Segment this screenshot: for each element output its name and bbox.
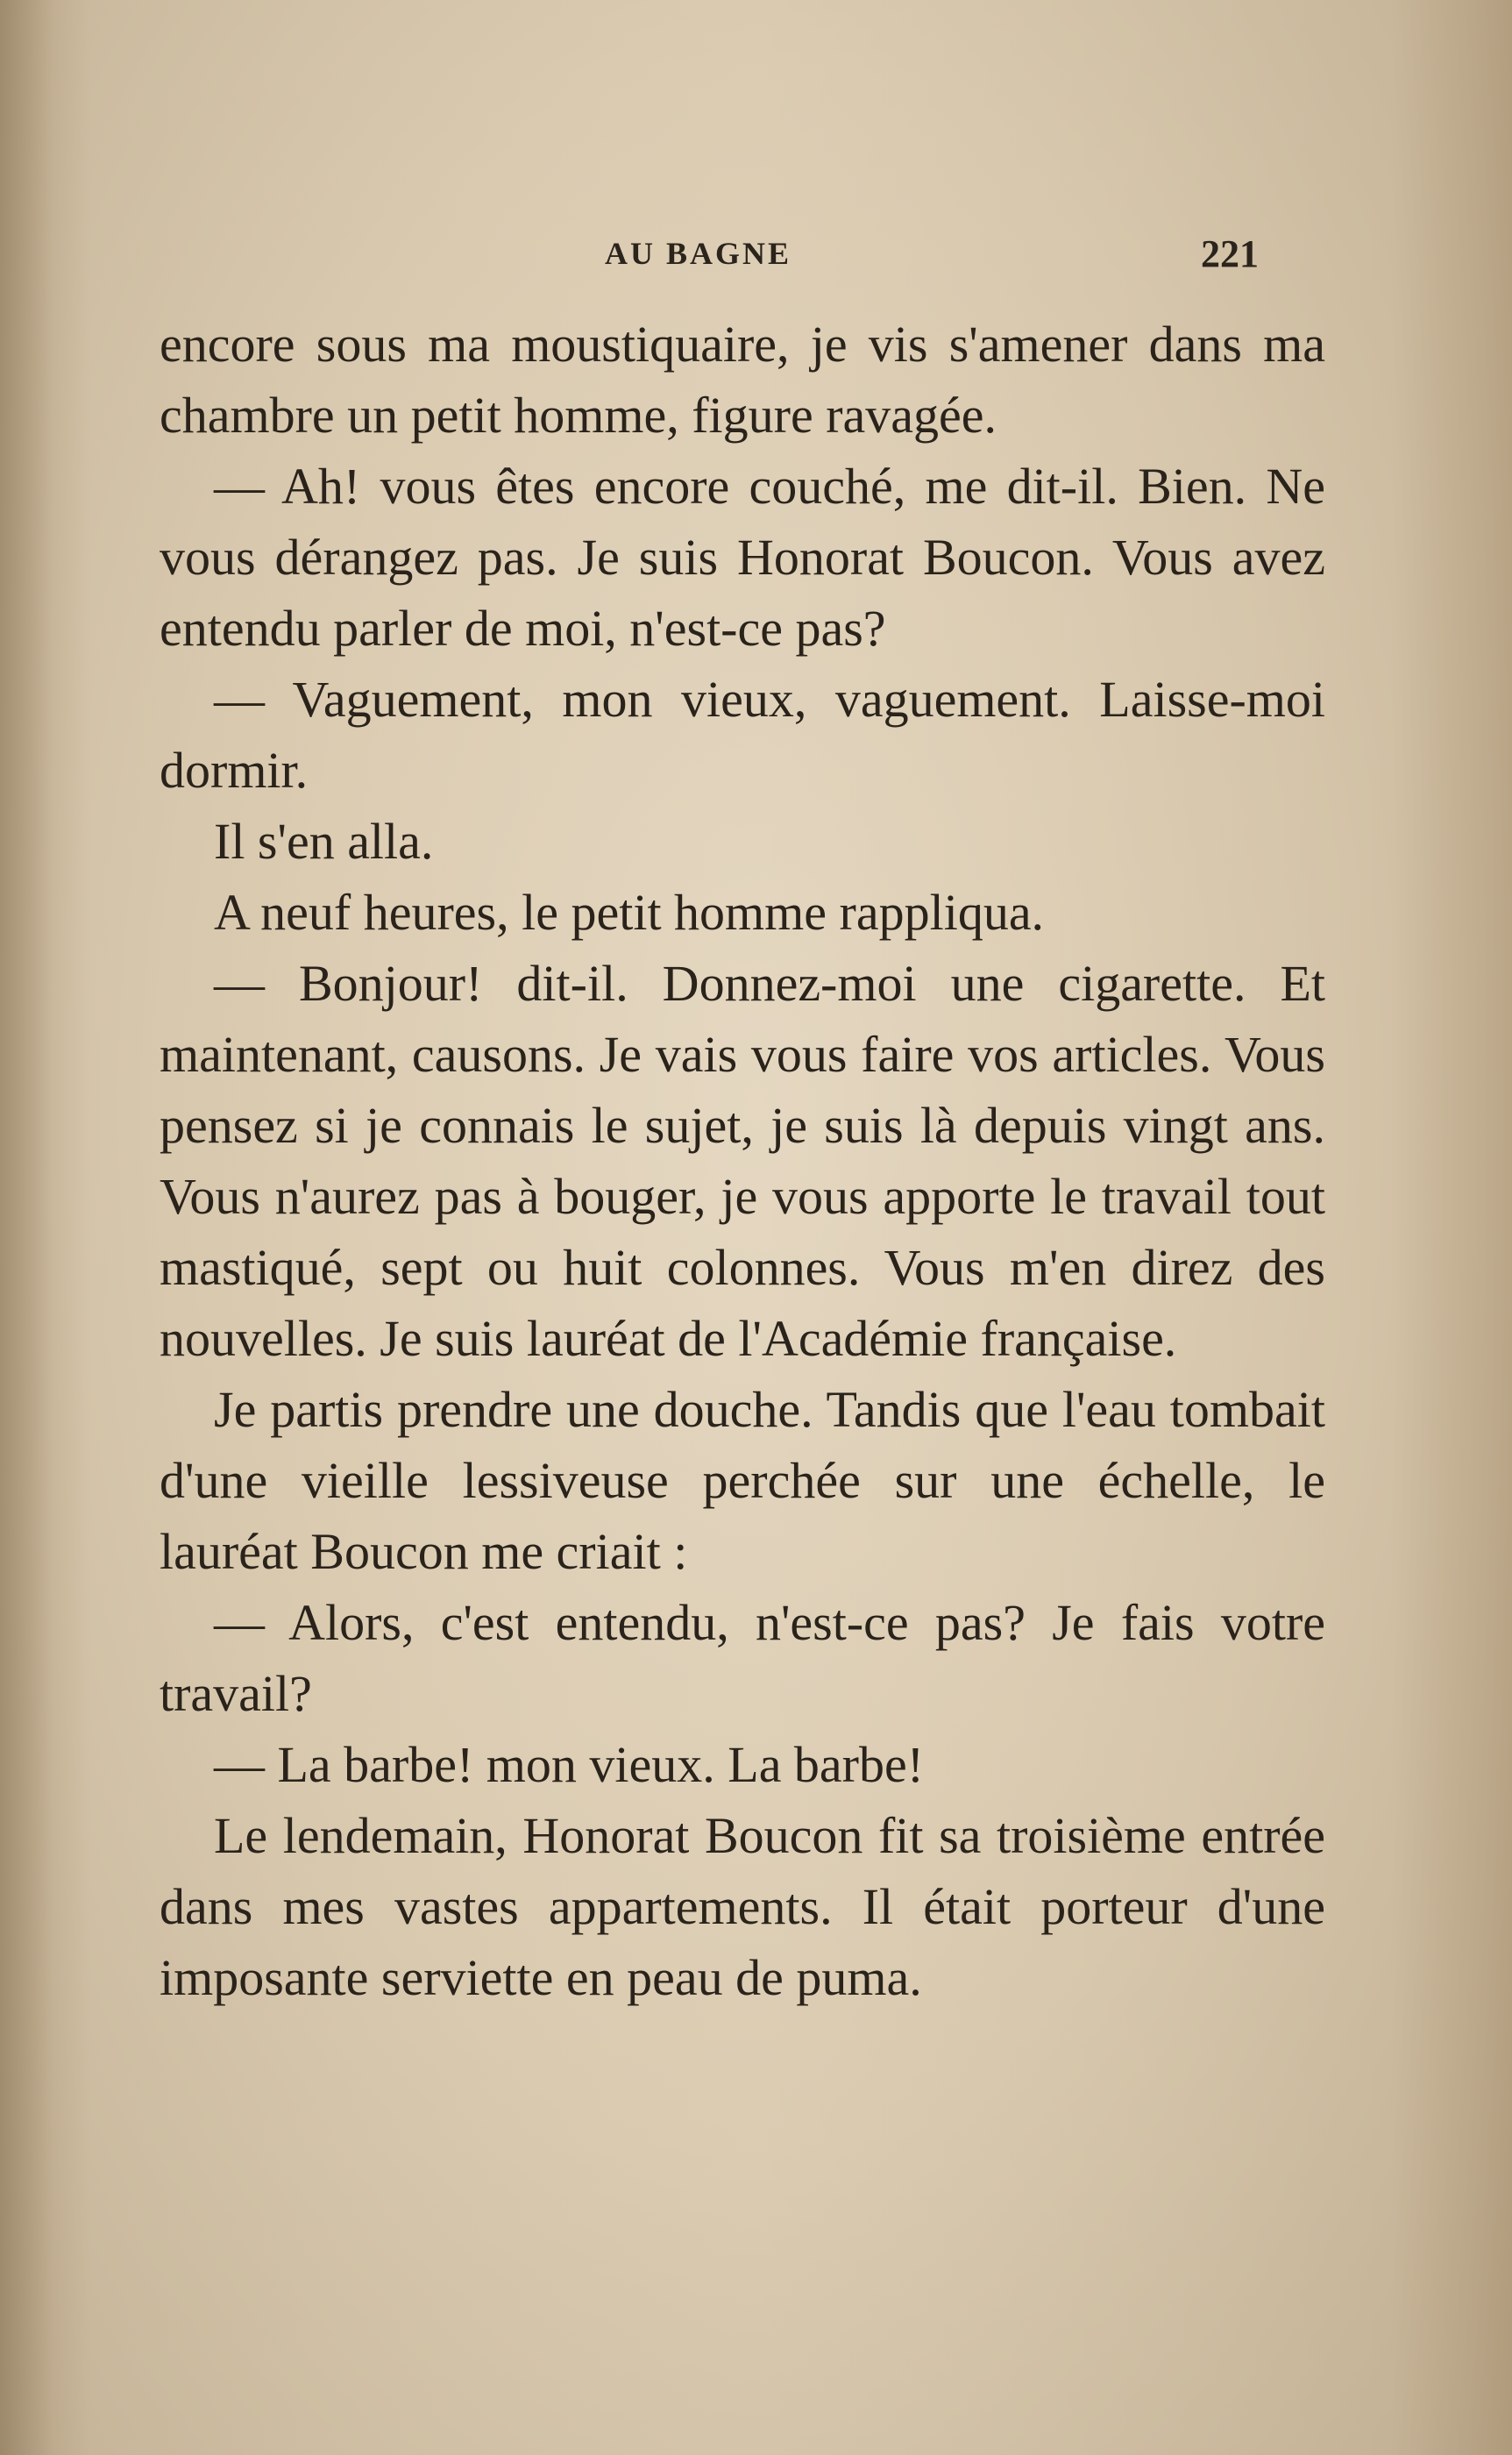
paragraph: — Alors, c'est entendu, n'est-ce pas? Je fais votre travail? xyxy=(160,1594,1325,1722)
paragraph: encore sous ma moustiquaire, je vis s'amener dans ma chambre un petit homme, figure ravagée. xyxy=(160,316,1325,444)
paragraph: — Bonjour! dit-il. Donnez-moi une cigarette. Et maintenant, causons. Je vais vous faire vos articles. Vous pensez si je connais le sujet, je suis là depuis vingt ans. Vous n'aurez pas à bouger, je vous apporte le travail tout mastiqué, sept ou huit colonnes. Vous m'en direz des nouvelles. Je suis lauréat de l'Académie française. xyxy=(160,955,1325,1367)
paragraph: Je partis prendre une douche. Tandis que l'eau tombait d'une vieille lessiveuse perchée sur une échelle, le lauréat Boucon me criait : xyxy=(160,1381,1325,1580)
paragraph: Il s'en alla. xyxy=(214,813,434,870)
running-head xyxy=(0,230,1512,282)
paragraph: — Vaguement, mon vieux, vaguement. Laisse-moi dormir. xyxy=(160,671,1325,799)
paragraph: A neuf heures, le petit homme rappliqua. xyxy=(214,884,1045,941)
paragraph: — La barbe! mon vieux. La barbe! xyxy=(214,1736,925,1793)
running-title: AU BAGNE xyxy=(605,236,792,271)
paragraph: — Ah! vous êtes encore couché, me dit-il. Bien. Ne vous dérangez pas. Je suis Honorat Boucon. Vous avez entendu parler de moi, n'est-ce pas? xyxy=(160,458,1325,657)
spine-shadow xyxy=(0,0,53,2455)
paragraph: Le lendemain, Honorat Boucon fit sa troisième entrée dans mes vastes appartements. Il était porteur d'une imposante serviette en peau de puma. xyxy=(160,1807,1325,2006)
page-number: 221 xyxy=(1201,232,1259,275)
body-text xyxy=(160,309,1325,2013)
